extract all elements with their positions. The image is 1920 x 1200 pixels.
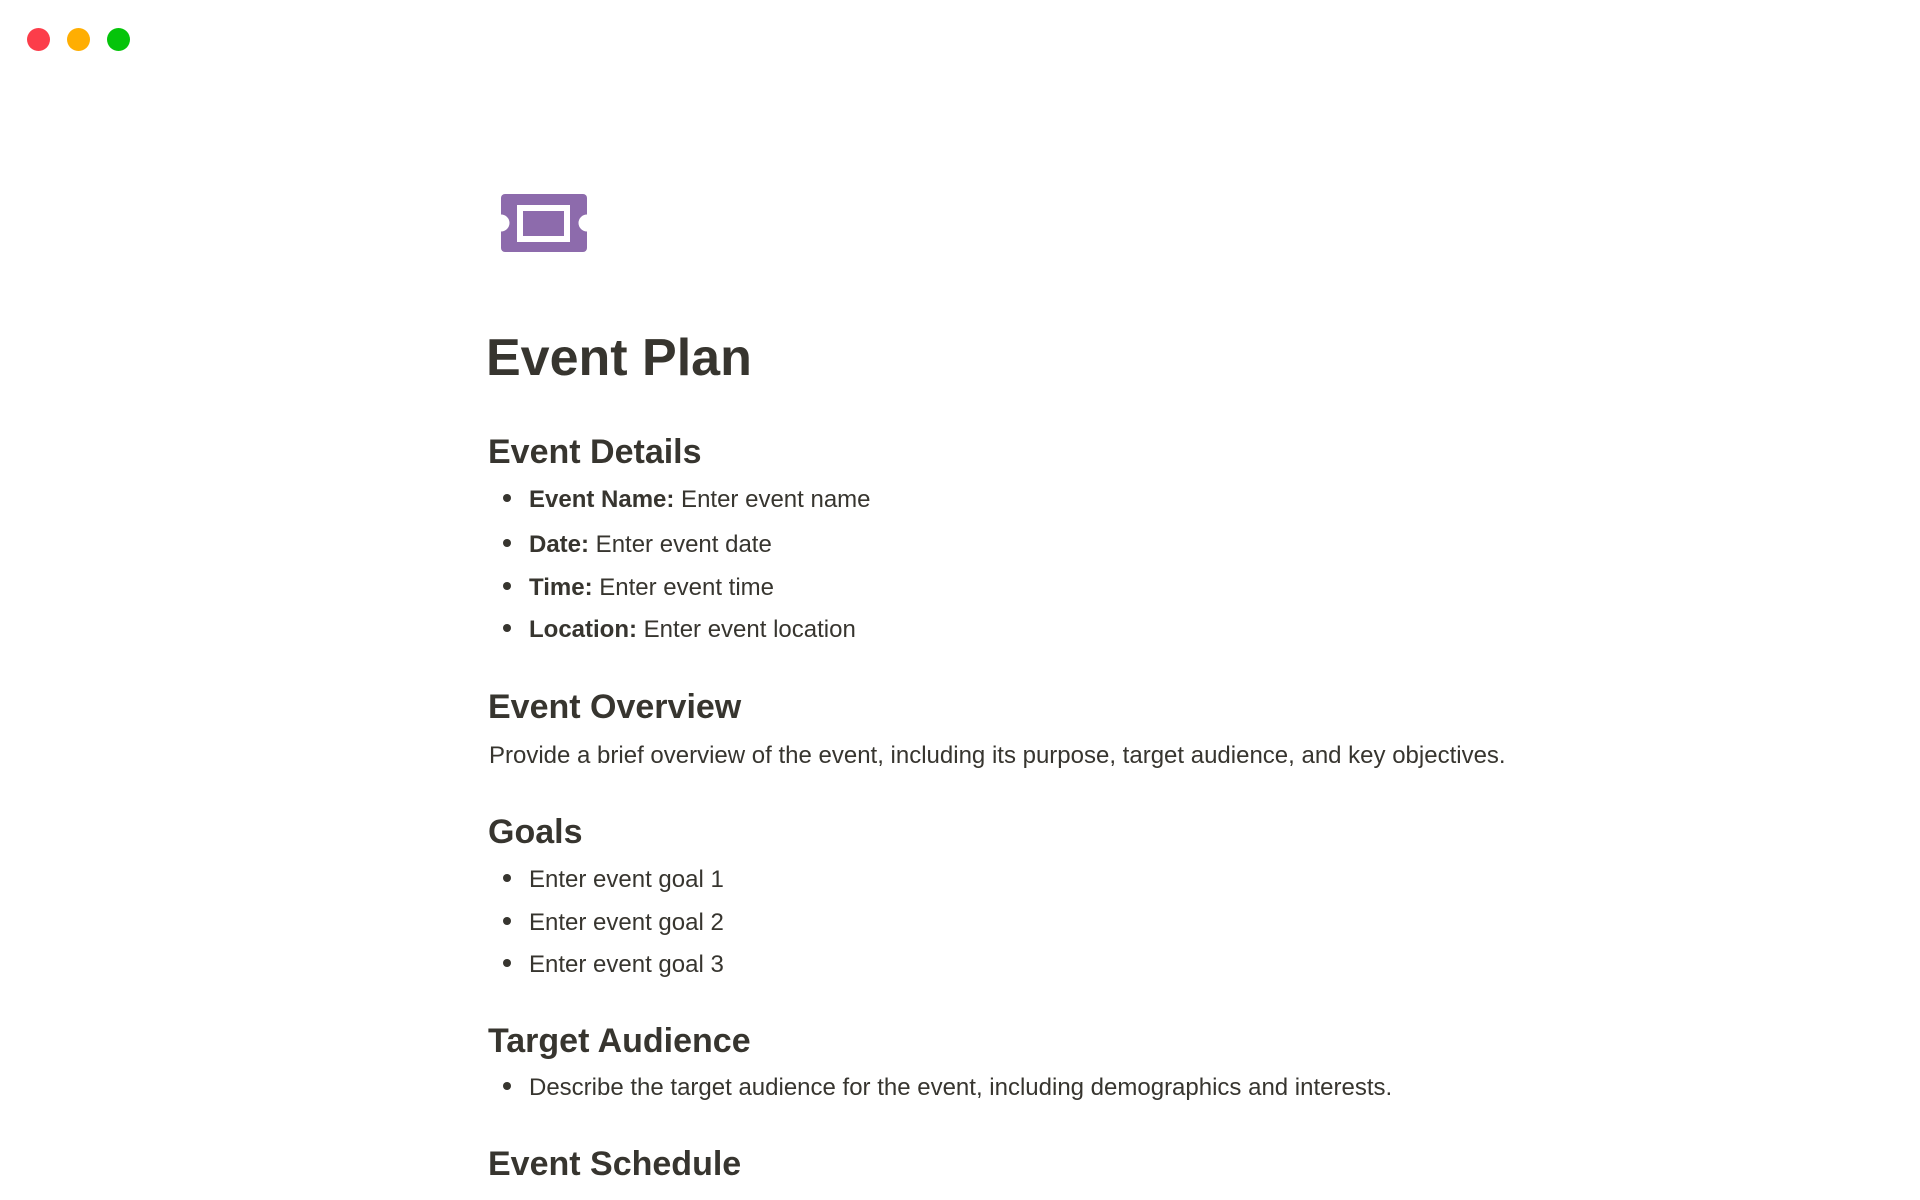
overview-paragraph[interactable]: Provide a brief overview of the event, including its purpose, target audience, and key objectives. (489, 742, 1506, 769)
bullet-icon (503, 917, 511, 925)
list-item-goal-3[interactable] (529, 949, 724, 980)
list-item-label: Time: (529, 574, 593, 601)
list-item-text: Enter event goal 2 (529, 909, 724, 936)
list-item-text: Describe the target audience for the event, including demographics and interests. (529, 1074, 1393, 1101)
ticket-icon (501, 194, 587, 252)
list-item-text: Enter event location (637, 616, 856, 643)
bullet-icon (503, 539, 511, 547)
list-item-text: Enter event goal 3 (529, 951, 724, 978)
heading-target-audience[interactable]: Target Audience (488, 1022, 751, 1060)
heading-event-overview[interactable]: Event Overview (488, 688, 742, 726)
list-item-time[interactable] (529, 572, 774, 603)
minimize-window-button[interactable] (67, 28, 90, 51)
close-window-button[interactable] (27, 28, 50, 51)
page-icon[interactable] (501, 194, 587, 252)
heading-event-schedule[interactable]: Event Schedule (488, 1145, 742, 1183)
list-item-event-name[interactable] (529, 484, 871, 515)
list-item-location[interactable] (529, 614, 856, 645)
list-item-text: Enter event goal 1 (529, 866, 724, 893)
list-item-text: Enter event date (589, 531, 772, 558)
bullet-icon (503, 1082, 511, 1090)
heading-event-details[interactable]: Event Details (488, 433, 702, 471)
bullet-icon (503, 874, 511, 882)
window-controls (27, 28, 130, 51)
list-item-label: Location: (529, 616, 637, 643)
page-title[interactable]: Event Plan (486, 329, 752, 387)
zoom-window-button[interactable] (107, 28, 130, 51)
bullet-icon (503, 582, 511, 590)
list-item-date[interactable] (529, 529, 772, 560)
heading-goals[interactable]: Goals (488, 813, 583, 851)
list-item-goal-2[interactable] (529, 907, 724, 938)
list-item-goal-1[interactable] (529, 864, 724, 895)
list-item-label: Date: (529, 531, 590, 558)
bullet-icon (503, 624, 511, 632)
list-item-label: Event Name: (529, 486, 675, 513)
list-item-audience[interactable] (529, 1072, 1392, 1103)
list-item-text: Enter event time (592, 574, 774, 601)
list-item-text: Enter event name (674, 486, 871, 513)
bullet-icon (503, 959, 511, 967)
bullet-icon (503, 494, 511, 502)
